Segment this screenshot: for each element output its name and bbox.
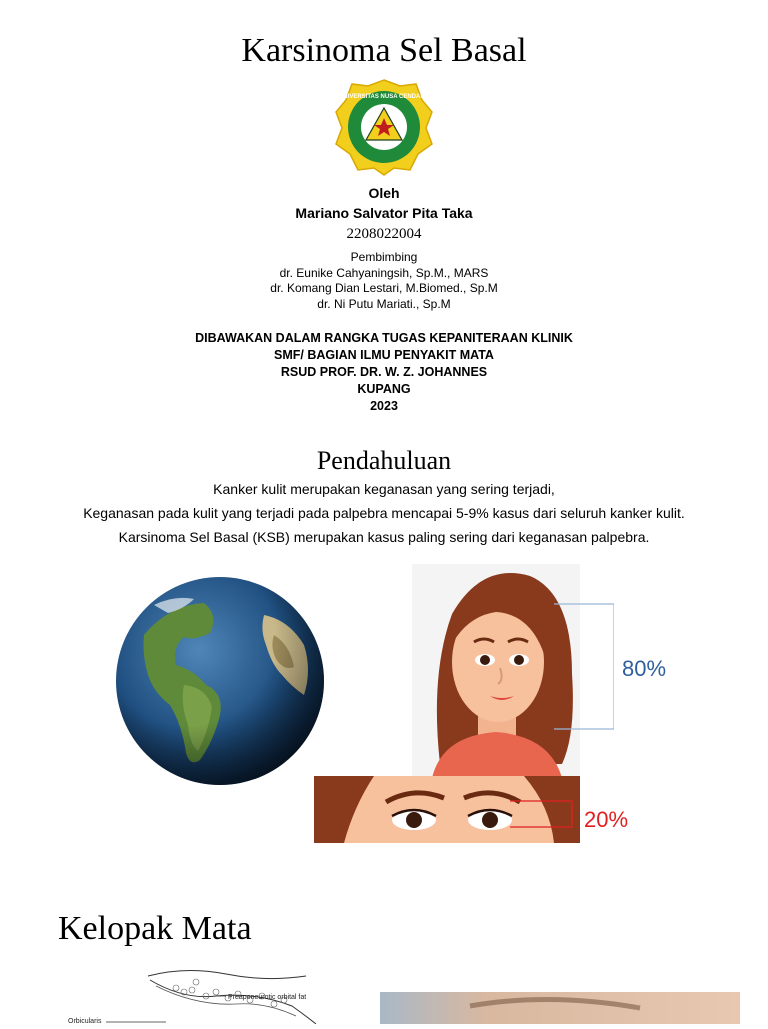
earth-globe-image (114, 575, 326, 787)
institution-line-1: DIBAWAKAN DALAM RANGKA TUGAS KEPANITERAAN KLINIK (195, 331, 573, 345)
face-bracket (554, 603, 614, 730)
logo-text: UNIVERSITAS NUSA CENDANA (338, 94, 430, 100)
author-name: Mariano Salvator Pita Taka (295, 205, 473, 221)
university-logo (334, 78, 434, 176)
student-id: 2208022004 (346, 226, 422, 242)
supervisor-label: Pembimbing (350, 250, 418, 264)
diagram-label-orbital-fat: Preaponeurotic orbital fat (228, 994, 307, 1001)
institution-line-2: SMF/ BAGIAN ILMU PENYAKIT MATA (274, 348, 494, 362)
diagram-label-orbicularis: Orbicularis (68, 1018, 102, 1024)
supervisor-2: dr. Komang Dian Lestari, M.Biomed., Sp.M (270, 281, 498, 295)
supervisor-1: dr. Eunike Cahyaningsih, Sp.M., MARS (279, 266, 489, 280)
by-label: Oleh (368, 185, 400, 201)
institution-line-4: KUPANG (357, 382, 411, 396)
intro-line-1: Kanker kulit merupakan keganasan yang sering terjadi, (213, 481, 555, 497)
intro-line-2: Keganasan pada kulit yang terjadi pada palpebra mencapai 5-9% kasus dari seluruh kanker kulit. (83, 505, 685, 521)
eyelid-anatomy-diagram (66, 966, 366, 1024)
section-title-kelopak-mata: Kelopak Mata (58, 910, 252, 947)
slide-title: Karsinoma Sel Basal (241, 32, 527, 69)
institution-line-3: RSUD PROF. DR. W. Z. JOHANNES (280, 365, 488, 379)
face-percent-label: 80% (622, 656, 667, 681)
institution-line-5: 2023 (370, 399, 398, 413)
eye-bracket (510, 800, 574, 828)
eye-photo (380, 992, 740, 1024)
eye-percent-label: 20% (584, 807, 629, 832)
intro-line-3: Karsinoma Sel Basal (KSB) merupakan kasus paling sering dari keganasan palpebra. (118, 529, 650, 545)
section-title-pendahuluan: Pendahuluan (316, 446, 452, 475)
supervisor-3: dr. Ni Putu Mariati., Sp.M (317, 297, 451, 311)
